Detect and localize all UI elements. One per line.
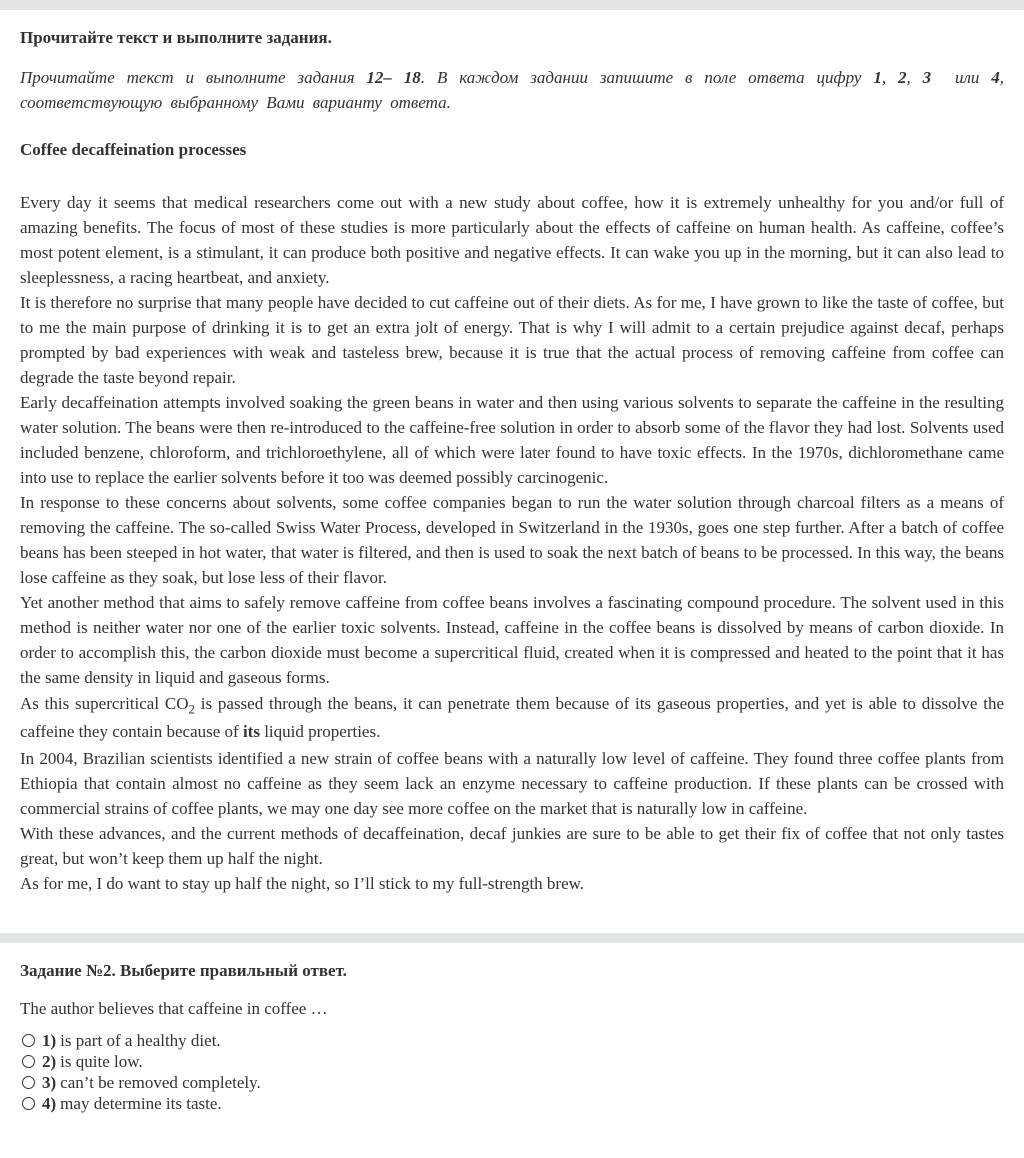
- option-number: 3): [42, 1072, 57, 1092]
- radio-button-icon[interactable]: [22, 1055, 35, 1068]
- digit: 1: [873, 68, 882, 87]
- emphasized-word: its: [242, 722, 260, 741]
- instr-part: . В каждом задании запишите в поле ответа цифру: [420, 68, 874, 87]
- answer-option-2[interactable]: [20, 1051, 1004, 1072]
- option-number: 4): [42, 1093, 57, 1113]
- co2-before: As this supercritical CO: [20, 694, 189, 713]
- top-separator: [0, 0, 1024, 10]
- answer-options: [20, 1030, 1004, 1114]
- option-text: is part of a healthy diet.: [60, 1030, 221, 1050]
- co2-middle: is passed through the beans, it can penetrate them because of its gaseous properties, and yet is able to dissolve the caffeine they contain because of: [20, 694, 1004, 741]
- passage-paragraph: Yet another method that aims to safely remove caffeine from coffee beans involves a fascinating compound procedure. The solvent used in this method is neither water nor one of the earlier toxic solvents. Instead, caffeine in the coffee beans is dissolved by means of carbon dioxide. In order to accomplish this, the carbon dioxide must become a supercritical fluid, created when it is compressed and heated to the point that it has the same density in liquid and gaseous forms.: [20, 593, 1004, 687]
- instr-part: Прочитайте текст и выполните задания: [20, 68, 367, 87]
- section-separator: [0, 933, 1024, 943]
- digit: 4: [991, 68, 1000, 87]
- co2-after: liquid properties.: [259, 722, 381, 741]
- answer-option-3[interactable]: [20, 1072, 1004, 1093]
- task-range: 12– 18: [366, 68, 421, 87]
- co2-subscript: 2: [188, 701, 195, 717]
- radio-button-icon[interactable]: [22, 1097, 35, 1110]
- passage-paragraph: Early decaffeination attempts involved soaking the green beans in water and then using various solvents to separate the caffeine in the resulting water solution. The beans were then re-introduced to the caffeine-free solution in order to absorb some of the flavor they had lost. Solvents used included benzene, chloroform, and trichloroethylene, all of which were later found to have toxic effects. In the 1970s, dichloromethane came into use to replace the earlier solvents before it too was deemed possibly carcinogenic.: [20, 393, 1004, 487]
- instr-part: , соответствующую выбранному Вами варианту ответа.: [20, 68, 1005, 112]
- digit: 2: [897, 68, 907, 87]
- passage-paragraph: It is therefore no surprise that many people have decided to cut caffeine out of their diets. As for me, I have grown to like the taste of coffee, but to me the main purpose of drinking it is to get an extra jolt of energy. That is why I will admit to a certain prejudice against decaf, perhaps prompted by bad experiences with weak and tasteless brew, because it is true that the actual process of removing caffeine from coffee can degrade the taste beyond repair.: [20, 293, 1004, 387]
- passage-paragraph: In 2004, Brazilian scientists identified a new strain of coffee beans with a naturally low level of caffeine. They found three coffee plants from Ethiopia that contain almost no caffeine as they seem lack an enzyme necessary to caffeine production. If these plants can be crossed with commercial strains of coffee plants, we may one day see more coffee on the market that is naturally low in caffeine.: [20, 749, 1004, 818]
- sep: или: [931, 68, 992, 87]
- instructions-title: Прочитайте текст и выполните задания.: [20, 28, 332, 47]
- instructions-text: [20, 65, 1004, 115]
- question-text: The author believes that caffeine in coffee …: [20, 999, 328, 1018]
- passage-paragraph: With these advances, and the current methods of decaffeination, decaf junkies are sure to be able to get their fix of coffee that not only tastes great, but won’t keep them up half the night.: [20, 824, 1004, 868]
- passage-title: Coffee decaffeination processes: [20, 140, 247, 159]
- task-section: [0, 943, 1024, 1114]
- answer-option-1[interactable]: [20, 1030, 1004, 1051]
- option-text: can’t be removed completely.: [60, 1072, 261, 1092]
- passage-body: [20, 190, 1004, 896]
- passage-paragraph: As for me, I do want to stay up half the night, so I’ll stick to my full-strength brew.: [20, 874, 585, 893]
- sep: ,: [881, 68, 898, 87]
- passage-paragraph: In response to these concerns about solvents, some coffee companies began to run the water solution through charcoal filters as a means of removing the caffeine. The so-called Swiss Water Process, developed in Switzerland in the 1930s, goes one step further. After a batch of coffee beans has been steeped in hot water, that water is filtered, and then is used to soak the next batch of beans to be processed. In this way, the beans lose caffeine as they soak, but lose less of their flavor.: [20, 493, 1004, 587]
- digit: 3: [922, 68, 932, 87]
- passage-paragraph: Every day it seems that medical researchers come out with a new study about coffee, how it is extremely unhealthy for you and/or full of amazing benefits. The focus of most of these studies is more particularly about the effects of caffeine on human health. As caffeine, coffee’s most potent element, is a stimulant, it can produce both positive and negative effects. It can wake you up in the morning, but it can also lead to sleeplessness, a racing heartbeat, and anxiety.: [20, 193, 1004, 287]
- option-text: is quite low.: [60, 1051, 143, 1071]
- reading-section: [0, 10, 1024, 896]
- task-title: Задание №2. Выберите правильный ответ.: [20, 961, 347, 980]
- radio-button-icon[interactable]: [22, 1076, 35, 1089]
- sep: ,: [906, 68, 923, 87]
- option-text: may determine its taste.: [60, 1093, 222, 1113]
- answer-option-4[interactable]: [20, 1093, 1004, 1114]
- passage-paragraph-co2: [20, 690, 1004, 746]
- option-number: 1): [42, 1030, 57, 1050]
- radio-button-icon[interactable]: [22, 1034, 35, 1047]
- option-number: 2): [42, 1051, 57, 1071]
